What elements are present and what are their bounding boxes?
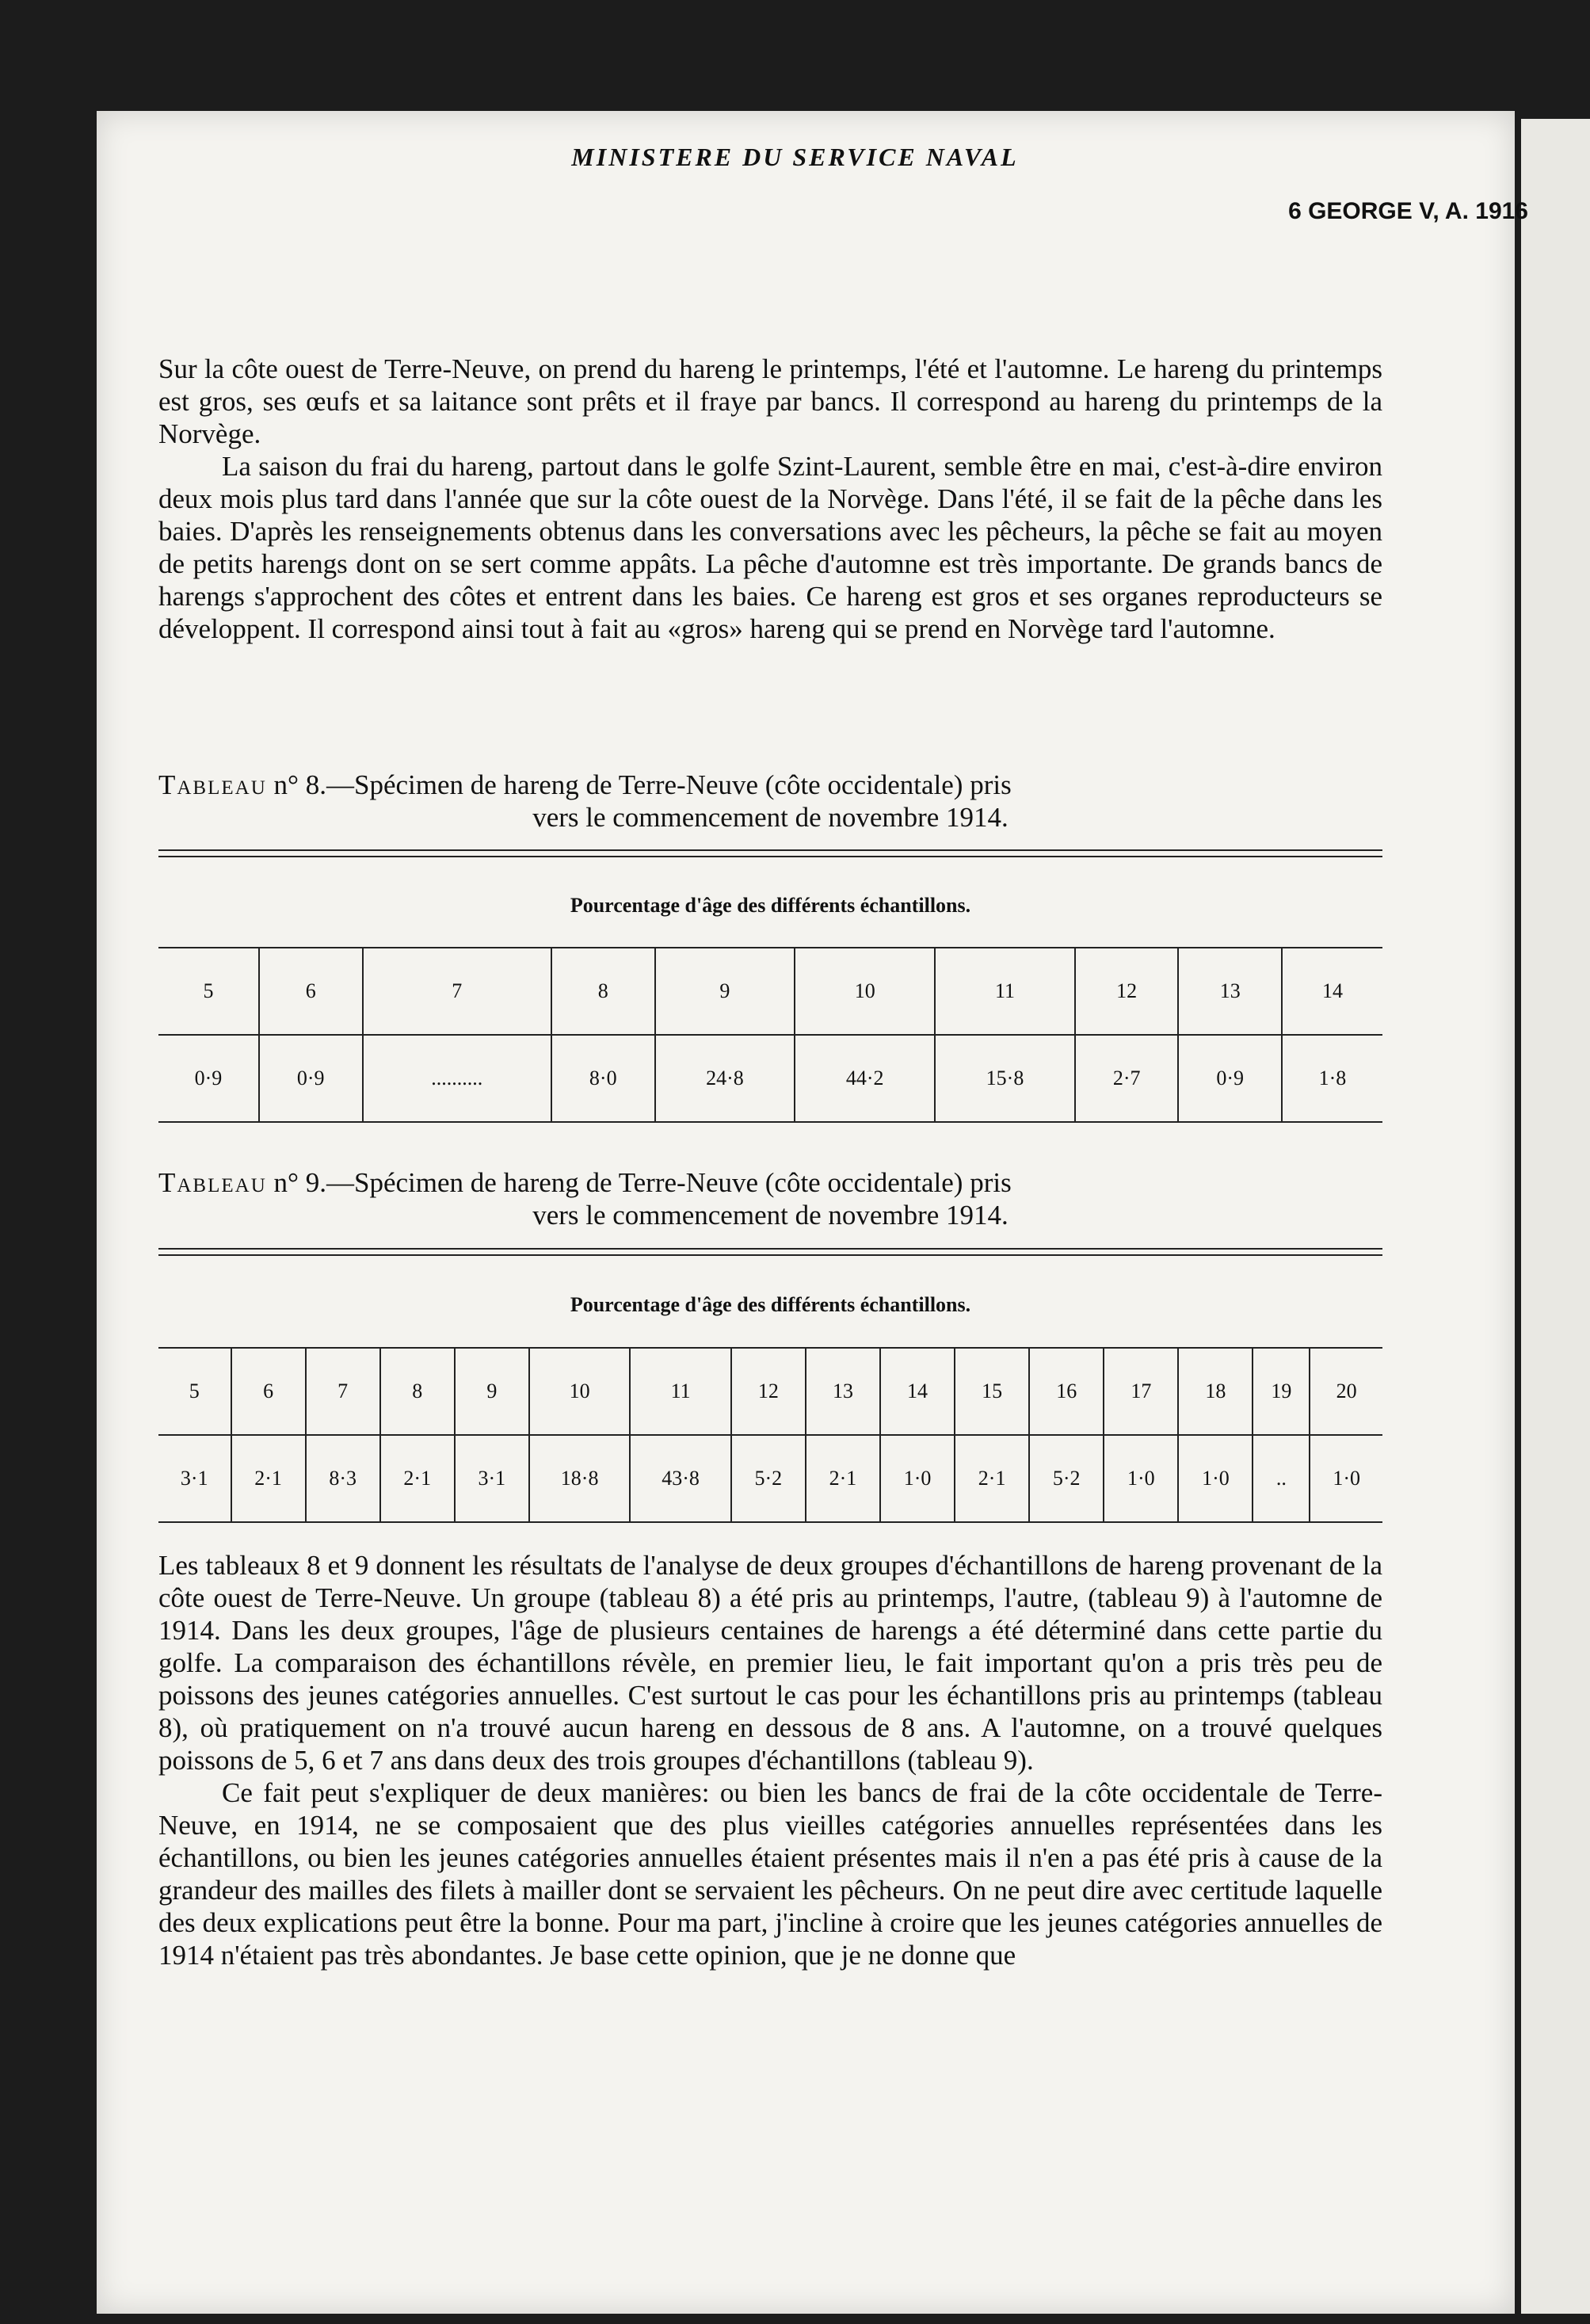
table8-age-cell: 5 — [158, 948, 259, 1035]
table9-age-cell: 19 — [1253, 1348, 1310, 1435]
table8-label: Tableau — [158, 769, 267, 800]
table8-caption — [158, 769, 1382, 834]
table8-value-cell: 0·9 — [194, 1067, 223, 1089]
table9-age-cell: 20 — [1310, 1348, 1382, 1435]
table9-value-cell: 2·1 — [806, 1435, 880, 1522]
facing-page-edge — [1521, 119, 1590, 2314]
table8-value-cell: 1·8 — [1282, 1035, 1382, 1122]
table9-age-cell: 14 — [880, 1348, 955, 1435]
table9-age-cell: 7 — [306, 1348, 380, 1435]
table9-value-cell: 43·8 — [630, 1435, 730, 1522]
table9-top-rule — [158, 1248, 1382, 1256]
table8-age-cell: 6 — [259, 948, 363, 1035]
table8-value-cell: 2·7 — [1075, 1035, 1179, 1122]
table9-age-cell: 12 — [731, 1348, 806, 1435]
table8-caption-line2: vers le commencement de novembre 1914. — [532, 802, 1009, 833]
table9-value-cell: 3·1 — [180, 1467, 208, 1490]
table9-age-cell: 5 — [158, 1348, 231, 1435]
table8-value-cell: 0·9 — [259, 1035, 363, 1122]
table9-age-cell: 17 — [1104, 1348, 1178, 1435]
table9-caption-line2: vers le commencement de novembre 1914. — [532, 1200, 1009, 1231]
table8-value-row — [158, 1035, 1382, 1122]
table9-age-cell: 8 — [380, 1348, 455, 1435]
table9-caption — [158, 1166, 1382, 1231]
table9-value-cell: .. — [1253, 1435, 1310, 1522]
table8-age-cell: 10 — [795, 948, 935, 1035]
table9-value-cell: 1·0 — [1104, 1435, 1178, 1522]
table9-age-cell: 16 — [1029, 1348, 1104, 1435]
table8-value-cell: 44·2 — [795, 1035, 935, 1122]
table9-number: n° 9. — [273, 1167, 327, 1198]
table8-value-cell: 0·9 — [1178, 1035, 1282, 1122]
table8-age-row — [158, 948, 1382, 1035]
table8-value-cell: 8·0 — [551, 1035, 655, 1122]
table8-age-cell: 9 — [655, 948, 795, 1035]
table9-age-cell: 15 — [955, 1348, 1029, 1435]
table9-age-cell: 9 — [455, 1348, 529, 1435]
table8-top-rule — [158, 849, 1382, 857]
table8-age-cell: 14 — [1282, 948, 1382, 1035]
table8 — [158, 947, 1382, 1123]
closing-paragraph-1: Les tableaux 8 et 9 donnent les résultats de l'analyse de deux groupes d'échantillons de hareng provenant de la côte ouest de Terre-Neuve. Un groupe (tableau 8) a été pris au printemps, l'autre, (tableau 9) à l'automne de 1914. Dans les deux groupes, l'âge de plusieurs centaines de harengs a été déterminé dans cette partie du golfe. La comparaison des échantillons révèle, en premier lieu, le fait important qu'on a pris très peu de poissons des jeunes catégories annuelles. C'est surtout le cas pour les échantillons pris au printemps (tableau 8), où pratiquement on n'a trouvé aucun hareng en dessous de 8 ans. A l'automne, on a trouvé quelques poissons de 5, 6 et 7 ans dans deux des trois groupes d'échantillons (tableau 9). — [158, 1550, 1382, 1776]
table9 — [158, 1347, 1382, 1523]
intro-text — [158, 353, 1382, 645]
closing-text — [158, 1549, 1382, 1971]
table8-number: n° 8. — [273, 769, 327, 800]
table9-age-row — [158, 1348, 1382, 1435]
table9-value-cell: 5·2 — [1029, 1435, 1104, 1522]
table9-caption-line1: —Spécimen de hareng de Terre-Neuve (côte occidentale) pris — [326, 1167, 1012, 1198]
session-label: 6 GEORGE V, A. 1916 — [1288, 198, 1528, 224]
table9-value-cell: 1·0 — [1310, 1435, 1382, 1522]
closing-paragraph-2: Ce fait peut s'expliquer de deux manières: ou bien les bancs de frai de la côte occidentale de Terre-Neuve, en 1914, ne se composaient que des plus vieilles catégories annuelles représentées dans les échantillons, ou bien les jeunes catégories annuelles étaient présentes mais il n'en a pas été pris à cause de la grandeur des mailles des filets à mailler dont se servaient les pêcheurs. On ne peut dire avec certitude laquelle des deux explications peut être la bonne. Pour ma part, j'incline à croire que les jeunes catégories annuelles de 1914 n'étaient pas très abondantes. Je base cette opinion, que je ne donne que — [158, 1777, 1382, 1971]
table9-label: Tableau — [158, 1167, 267, 1198]
table8-value-cell: 24·8 — [655, 1035, 795, 1122]
table9-value-cell: 2·1 — [231, 1435, 306, 1522]
table9-value-cell: 1·0 — [880, 1435, 955, 1522]
table8-caption-line1: —Spécimen de hareng de Terre-Neuve (côte occidentale) pris — [326, 769, 1012, 800]
table9-value-cell: 8·3 — [306, 1435, 380, 1522]
table9-age-cell: 11 — [630, 1348, 730, 1435]
table9-value-cell: 3·1 — [455, 1435, 529, 1522]
ministry-header: MINISTERE DU SERVICE NAVAL — [571, 143, 1019, 171]
table9-age-cell: 6 — [231, 1348, 306, 1435]
table9-value-cell: 2·1 — [380, 1435, 455, 1522]
intro-paragraph-1: Sur la côte ouest de Terre-Neuve, on prend du hareng le printemps, l'été et l'automne. Le hareng du printemps est gros, ses œufs et sa laitance sont prêts et il fraye par bancs. Il correspond au hareng du printemps de la Norvège. — [158, 353, 1382, 449]
table8-value-cell: .......... — [363, 1035, 551, 1122]
table9-value-cell: 1·0 — [1178, 1435, 1253, 1522]
table8-age-cell: 8 — [551, 948, 655, 1035]
intro-paragraph-2: La saison du frai du hareng, partout dans le golfe Szint-Laurent, semble être en mai, c'est-à-dire environ deux mois plus tard dans l'année que sur la côte ouest de la Norvège. Dans l'été, il se fait de la pêche dans les baies. D'après les renseignements obtenus dans les conversations avec les pêcheurs, la pêche se fait au moyen de petits harengs dont on se sert comme appâts. La pêche d'automne est très importante. De grands bancs de harengs s'approchent des côtes et entrent dans les baies. Ce hareng est gros et ses organes reproducteurs se développent. Il correspond ainsi tout à fait au «gros» hareng qui se prend en Norvège tard l'automne. — [158, 451, 1382, 644]
table9-heading: Pourcentage d'âge des différents échantillons. — [570, 1293, 971, 1316]
table9-value-cell: 5·2 — [731, 1435, 806, 1522]
table8-age-cell: 12 — [1075, 948, 1179, 1035]
table9-age-cell: 10 — [529, 1348, 630, 1435]
table8-age-cell: 7 — [363, 948, 551, 1035]
table8-age-cell: 11 — [935, 948, 1075, 1035]
table8-age-cell: 13 — [1178, 948, 1282, 1035]
table8-value-cell: 15·8 — [935, 1035, 1075, 1122]
table9-age-cell: 13 — [806, 1348, 880, 1435]
table8-heading: Pourcentage d'âge des différents échantillons. — [570, 894, 971, 917]
table9-value-row — [158, 1435, 1382, 1522]
table9-age-cell: 18 — [1178, 1348, 1253, 1435]
table9-value-cell: 2·1 — [955, 1435, 1029, 1522]
table9-value-cell: 18·8 — [529, 1435, 630, 1522]
